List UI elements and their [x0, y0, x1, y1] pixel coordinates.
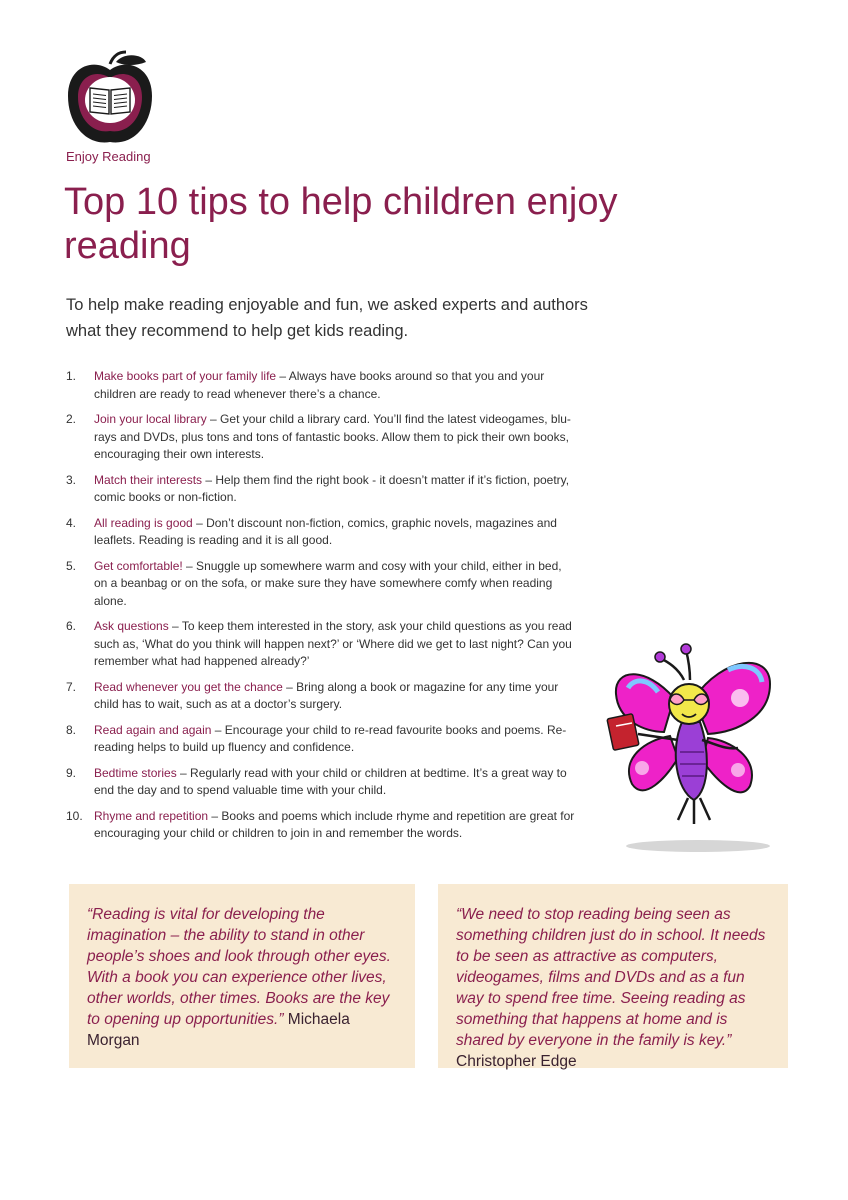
tip-number: 6.	[66, 619, 77, 633]
quote-author: Michaela Morgan	[87, 1011, 350, 1049]
tip-body: – Snuggle up somewhere warm and cosy with your child, either in bed, on a beanbag or on the sofa, or make sure they have somewhere comfy when reading alone.	[94, 558, 562, 608]
tip-item	[66, 808, 578, 843]
tip-heading: Ask questions	[94, 619, 169, 633]
tip-item	[66, 472, 578, 507]
tip-number: 3.	[66, 472, 77, 487]
tip-heading: Join your local library	[94, 412, 207, 426]
tip-number: 9.	[66, 765, 77, 780]
quote-text: “We need to stop reading being seen as something children just do in school. It needs to be seen as attractive as computers, videogames, films and DVDs and as a fun way to spend free time. Seeing reading as something that happens at home and is shared by everyone in the family is key.”	[456, 906, 766, 1049]
tip-heading: Get comfortable!	[94, 558, 183, 573]
tip-item	[66, 679, 578, 714]
tip-number: 8.	[66, 722, 77, 737]
tip-item	[66, 368, 578, 403]
tip-number: 7.	[66, 679, 77, 694]
tip-body: – Help them find the right book - it doesn’t matter if it’s fiction, poetry, comic books or non-fiction.	[94, 472, 570, 504]
apple-book-logo-icon	[64, 50, 156, 148]
quote-box	[438, 884, 788, 1068]
tip-body: – Encourage your child to re-read favourite books and poems. Re-reading helps to build up fluency and confidence.	[94, 722, 567, 754]
tip-heading: Make books part of your family life	[94, 369, 277, 383]
tip-number: 2.	[66, 412, 77, 426]
tip-body: – Regularly read with your child or children at bedtime. It’s a great way to end the day and to spend valuable time with your child.	[94, 765, 567, 797]
tip-heading: Bedtime stories	[94, 765, 177, 780]
brand-label: Enjoy Reading	[66, 149, 151, 164]
quote-text: “Reading is vital for developing the imagination – the ability to stand in other people’s shoes and look through other eyes. With a book you can experience other lives, other worlds, other times. Books are the key to opening up opportunities.”	[87, 906, 391, 1028]
tip-heading: Match their interests	[94, 472, 203, 487]
butterfly-reading-illustration-icon	[598, 640, 780, 860]
tip-heading: Read whenever you get the chance	[94, 679, 283, 694]
tip-item	[66, 722, 578, 757]
tip-number: 5.	[66, 558, 77, 573]
tip-body: – Get your child a library card. You’ll find the latest videogames, blu-rays and DVDs, plus tons and tons of fantastic books. Allow them to pick their own books, encouraging their own interests.	[94, 412, 571, 461]
tip-body: – Don’t discount non-fiction, comics, graphic novels, magazines and leaflets. Reading is reading and it is all good.	[94, 515, 557, 547]
tip-number: 10.	[66, 808, 83, 823]
tip-number: 4.	[66, 515, 77, 530]
tip-item	[66, 411, 578, 464]
tip-body: – Always have books around so that you and your children are ready to read whenever there’s a chance.	[94, 369, 545, 401]
tip-item	[66, 618, 578, 671]
tip-body: – Books and poems which include rhyme and repetition are great for encouraging your child or children to join in and remember the words.	[94, 808, 575, 840]
tip-number: 1.	[66, 369, 77, 383]
tip-item	[66, 558, 578, 611]
tip-body: – Bring along a book or magazine for any time your child has to wait, such as at a doctor’s surgery.	[94, 679, 559, 711]
intro-paragraph: To help make reading enjoyable and fun, we asked experts and authors what they recommend to help get kids reading.	[66, 296, 588, 340]
tip-item	[66, 515, 578, 550]
tip-heading: Read again and again	[94, 722, 212, 737]
tip-heading: Rhyme and repetition	[94, 808, 209, 823]
quote-box	[69, 884, 415, 1068]
tip-item	[66, 765, 578, 800]
quote-author: Christopher Edge	[456, 1053, 577, 1070]
tip-body: – To keep them interested in the story, ask your child questions as you read such as, ‘What do you think will happen next?’ or ‘Where did we get to last night? Can you remember what had happened already?’	[94, 619, 572, 668]
tips-list	[66, 368, 578, 843]
page-title: Top 10 tips to help children enjoy reading	[64, 181, 618, 267]
tip-heading: All reading is good	[94, 515, 193, 530]
